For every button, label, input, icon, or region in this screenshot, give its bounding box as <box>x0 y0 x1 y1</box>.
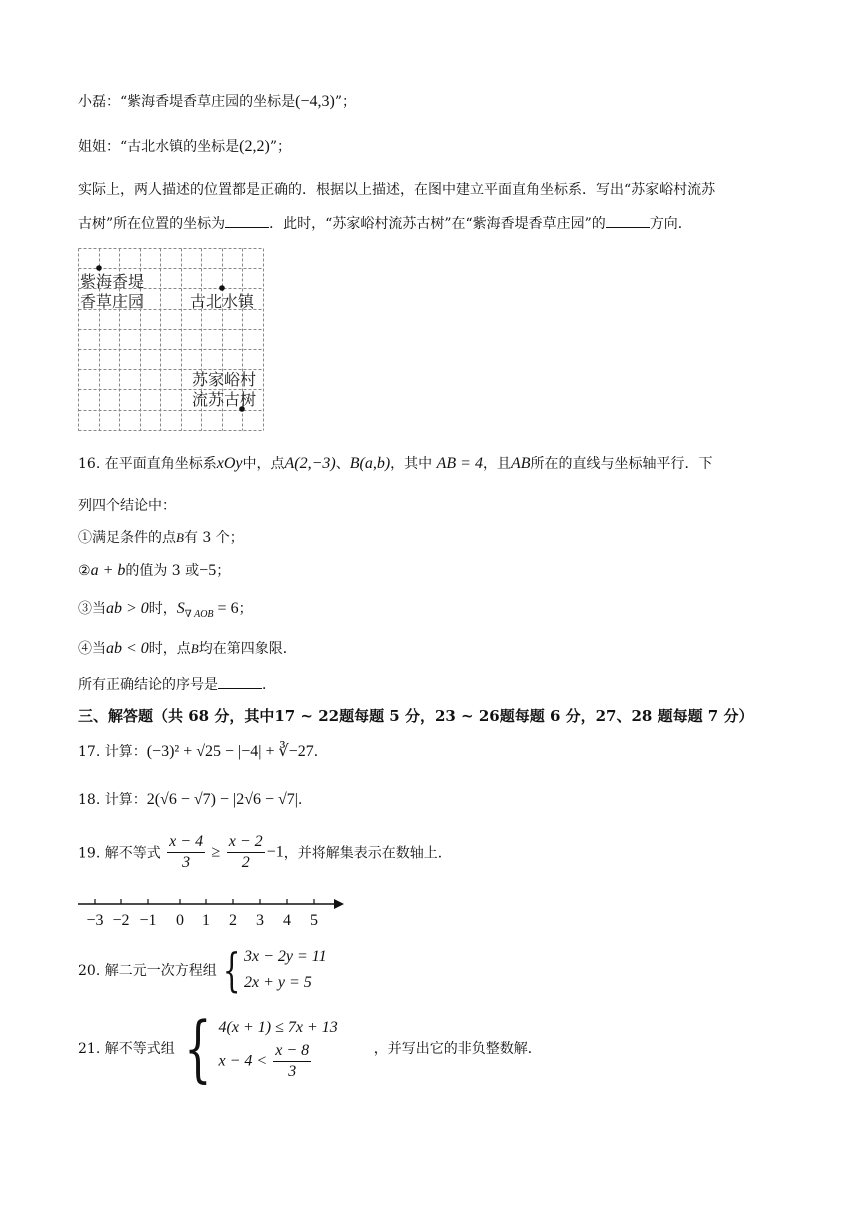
point-zihai <box>96 265 102 271</box>
q16-conclusion-4: ④当ab < 0时，点B均在第四象限． <box>78 640 297 657</box>
tick-label: 3 <box>256 912 264 929</box>
answer-blank <box>606 213 650 228</box>
grid-label-gubei: 古北水镇 <box>190 292 255 311</box>
left-brace: { <box>183 1006 212 1090</box>
text-line-2: 姐姐：“古北水镇的坐标是(2,2)”； <box>78 138 291 155</box>
fraction: $\frac{x - 2}{2}$ <box>228 833 263 871</box>
grid-label-sujiayu-2: 流苏古树 <box>192 390 257 409</box>
q16-line-2: 列四个结论中： <box>78 498 176 514</box>
grid-label-zihai-1: 紫海香堤 <box>80 272 145 291</box>
answer-blank <box>218 674 262 689</box>
number-line <box>78 895 348 933</box>
point-gubei <box>219 285 225 291</box>
tick-label: −1 <box>139 912 157 929</box>
q16-ask: 所有正确结论的序号是 ． <box>78 674 276 695</box>
tick-label: 5 <box>310 912 318 929</box>
q16-conclusion-2: ②a + b的值为 3 或−5； <box>78 562 231 579</box>
tick-label: 1 <box>202 912 210 929</box>
answer-blank <box>225 213 269 228</box>
text-line-1: 小磊：“紫海香堤香草庄园的坐标是(−4,3)”； <box>78 93 357 110</box>
tick-label: 0 <box>176 912 184 929</box>
grid-label-sujiayu-1: 苏家峪村 <box>192 370 257 389</box>
q16-conclusion-3: ③当ab > 0时，$S_{\nabla AOB} = 6$； <box>78 600 253 620</box>
grid-label-zihai-2: 香草庄园 <box>80 292 145 311</box>
tick-label: −2 <box>112 912 130 929</box>
number-line-axis <box>78 895 348 929</box>
q21: 21. 解不等式组 { 4(x + 1) ≤ 7x + 13 x − 4 < $\frac{x - 8}{3}$ ，并写出它的非负整数解． <box>78 1006 542 1090</box>
q18: 18. 计算：2(√6 − √7) − |2√6 − √7|． <box>78 791 312 808</box>
section-3-header: 三、解答题（共 68 分，其中17 ~ 22题每题 5 分，23 ~ 26题每题 6 分，27、28 题每题 7 分） <box>78 707 754 725</box>
text-line-3: 实际上，两人描述的位置都是正确的．根据以上描述，在图中建立平面直角坐标系．写出“苏家峪村流苏 <box>78 182 716 198</box>
text-line-4: 古树”所在位置的坐标为 ．此时，“苏家峪村流苏古树”在“紫海香堤香草庄园”的 方向． <box>78 213 692 234</box>
grid-figure <box>78 248 264 431</box>
fraction: $\frac{x - 4}{3}$ <box>169 833 204 871</box>
tick-label: 4 <box>283 912 291 929</box>
inequality-system: 4(x + 1) ≤ 7x + 13 x − 4 < $\frac{x - 8}{3}$ <box>218 1018 338 1080</box>
left-brace: { <box>222 943 241 997</box>
tick-label: 2 <box>229 912 237 929</box>
fraction: $\frac{x - 8}{3}$ <box>275 1041 310 1080</box>
q16-conclusion-1: ①满足条件的点B有 3 个； <box>78 530 244 546</box>
equation-system: 3x − 2y = 11 2x + y = 5 <box>244 948 327 991</box>
q19: 19. 解不等式 $\frac{x - 4}{3}$ ≥ $\frac{x - 2}{2}$ −1，并将解集表示在数轴上． <box>78 833 452 871</box>
q16-line-1: 16. 在平面直角坐标系xOy中，点A(2,−3)、B(a,b)，其中 AB = 4，且AB所在的直线与坐标轴平行．下 <box>78 455 713 472</box>
tick-label: −3 <box>86 912 104 929</box>
q17: 17. 计算：(−3)² + √25 − |−4| + ∛−27． <box>78 743 328 760</box>
q20: 20. 解二元一次方程组 { 3x − 2y = 11 2x + y = 5 <box>78 943 327 997</box>
